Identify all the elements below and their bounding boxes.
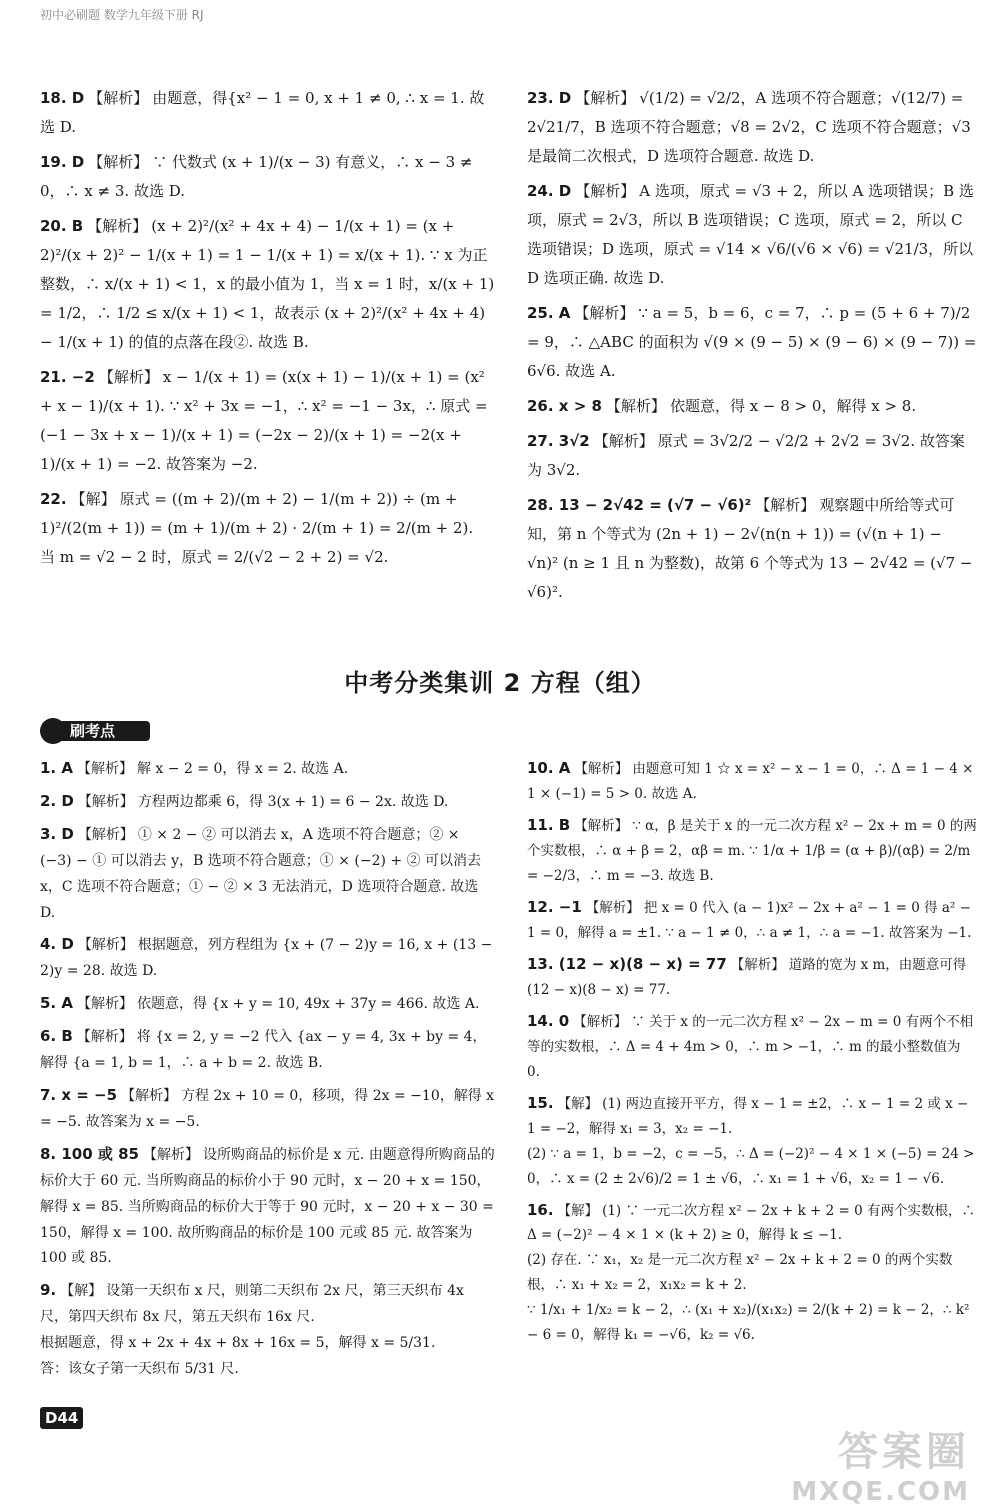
watermark-url: MXQE.COM	[791, 1477, 970, 1507]
item-body: 原式 = 3√2/2 − √2/2 + 2√2 = 3√2. 故答案为 3√2.	[527, 432, 965, 479]
item-body: 观察题中所给等式可知，第 n 个等式为 (2n + 1) − 2√(n(n + 1)) = (√(n + 1) − √n)² (n ≥ 1 且 n 为整数)，故第 6 个等式为 13 − 2√42 = (√7 − √6)².	[527, 496, 978, 601]
solution-item	[40, 756, 495, 783]
item-number: 1. A	[40, 759, 73, 777]
solution-item	[527, 177, 977, 293]
item-body: 道路的宽为 x m，由题意可得 (12 − x)(8 − x) = 77.	[527, 956, 971, 998]
item-body: 设所购商品的标价是 x 元. 由题意得所购商品的标价大于 60 元. 当所购商品的标价小于 90 元时，x − 20 + x = 150，解得 x = 85. 当所购商品的标价大于等于 90 元时，x − 20 + x − 30 = 150，解得 x = 100. 故所购商品的标价是 100 元或 85 元. 故答案为 100 或 85.	[40, 1146, 499, 1267]
item-body: ∵ α，β 是关于 x 的一元二次方程 x² − 2x + m = 0 的两个实数根，∴ α + β = 2，αβ = m. ∵ 1/α + 1/β = (α + β)/(αβ) = 2/m = −2/3，∴ m = −3. 故选 B.	[527, 817, 977, 884]
solution-item	[40, 1142, 499, 1273]
item-tag: 【解析】	[77, 826, 134, 843]
badge-label: 刷考点	[70, 722, 116, 740]
solution-item	[40, 932, 495, 985]
item-body: 把 x = 0 代入 (a − 1)x² − 2x + a² − 1 = 0 得 a² − 1 = 0，解得 a = ±1. ∵ a − 1 ≠ 0，∴ a ≠ 1，∴ a = −1. 故答案为 −1.	[527, 899, 976, 941]
item-body: 由题意，得{x² − 1 = 0, x + 1 ≠ 0, ∴ x = 1. 故选 D.	[40, 89, 485, 136]
item-body: 依题意，得 x − 8 > 0，解得 x > 8.	[669, 397, 917, 415]
item-body: 方程两边都乘 6，得 3(x + 1) = 6 − 2x. 故选 D.	[137, 793, 449, 810]
section-title: 中考分类集训 2 方程（组）	[344, 669, 656, 697]
item-tag: 【解析】	[77, 937, 134, 954]
item-number: 26. x > 8	[527, 397, 602, 415]
solution-item	[40, 84, 495, 142]
upper-right-column	[527, 84, 982, 613]
item-number: 8. 100 或 85	[40, 1144, 139, 1163]
item-tag: 【解析】	[585, 899, 640, 916]
lower-right-column	[527, 756, 977, 1354]
item-tag: 【解】	[60, 1283, 103, 1300]
item-tag: 【解】	[70, 490, 116, 508]
solution-item	[40, 212, 500, 357]
running-header: 初中必刷题 数学九年级下册 RJ	[40, 8, 204, 22]
solution-item	[527, 1091, 977, 1192]
item-body: (1) ∵ 一元二次方程 x² − 2x + k + 2 = 0 有两个实数根，∴ Δ = (−2)² − 4 × 1 × (k + 2) ≥ 0，解得 k ≤ −1. (2) 存在. ∵ x₁，x₂ 是一元二次方程 x² − 2x + k + 2 = 0 的两个实数根，∴ x₁ + x₂ = 2，x₁x₂ = k + 2. ∵ 1/x₁ + 1/x₂ = k − 2，∴ (x₁ + x₂)/(x₁x₂) = 2/(k + 2) = k − 2，∴ k² − 6 = 0，解得 k₁ = −√6，k₂ = √6.	[527, 1202, 976, 1344]
item-number: 27. 3√2	[527, 432, 590, 450]
item-body: 由题意可知 1 ☆ x = x² − x − 1 = 0，∴ Δ = 1 − 4 × 1 × (−1) = 5 > 0. 故选 A.	[527, 761, 978, 802]
item-body: 原式 = ((m + 2)/(m + 2) − 1/(m + 2)) ÷ (m + 1)²/(2(m + 1)) = (m + 1)/(m + 2) · 2/(m + 1) = 2/(m + 2). 当 m = √2 − 2 时，原式 = 2/(√2 − 2 + 2) = √2.	[40, 490, 474, 566]
solution-item	[40, 148, 495, 206]
solution-item	[527, 84, 977, 171]
solution-item	[40, 1024, 495, 1077]
item-number: 12. −1	[527, 897, 582, 916]
solution-item	[527, 952, 977, 1003]
item-body: (1) 两边直接开平方，得 x − 1 = ±2，∴ x − 1 = 2 或 x − 1 = −2，解得 x₁ = 3，x₂ = −1. (2) ∵ a = 1，b = −2，c = −5，∴ Δ = (−2)² − 4 × 1 × (−5) = 24 > 0，∴ x = (2 ± 2√6)/2 = 1 ± √6，∴ x₁ = 1 + √6，x₂ = 1 − √6.	[527, 1095, 975, 1187]
item-tag: 【解】	[557, 1202, 599, 1219]
item-number: 7. x = −5	[40, 1085, 118, 1104]
item-tag: 【解】	[557, 1095, 599, 1112]
upper-left-column	[40, 84, 500, 578]
item-body: (x + 2)²/(x² + 4x + 4) − 1/(x + 1) = (x + 2)²/(x + 2)² − 1/(x + 1) = 1 − 1/(x + 1) = x/(x + 1). ∵ x 为正整数，∴ x/(x + 1) < 1，x 的最小值为 1，当 x = 1 时，x/(x + 1) = 1/2，∴ 1/2 ≤ x/(x + 1) < 1，故表示 (x + 2)²/(x² + 4x + 4) − 1/(x + 1) 的值的点落在段②. 故选 B.	[40, 217, 500, 351]
item-number: 9.	[40, 1281, 57, 1300]
item-number: 15.	[527, 1093, 554, 1112]
section-badge	[40, 718, 152, 744]
item-body: 方程 2x + 10 = 0，移项，得 2x = −10，解得 x = −5. 故答案为 x = −5.	[40, 1087, 499, 1130]
solution-item	[527, 895, 977, 946]
item-tag: 【解析】	[575, 89, 636, 107]
item-tag: 【解析】	[755, 496, 816, 514]
item-body: 依题意，得 {x + y = 10, 49x + 37y = 466. 故选 A.	[136, 996, 480, 1013]
page-number: D44	[40, 1407, 83, 1429]
item-tag: 【解析】	[121, 1087, 178, 1104]
solution-item	[527, 1198, 977, 1349]
item-number: 5. A	[40, 994, 73, 1013]
item-tag: 【解析】	[574, 304, 635, 322]
item-body: 将 {x = 2, y = −2 代入 {ax − y = 4, 3x + by = 4，解得 {a = 1, b = 1，∴ a + b = 2. 故选 B.	[40, 1029, 487, 1072]
item-number: 6. B	[40, 1027, 73, 1046]
item-number: 16.	[527, 1200, 554, 1219]
item-body: 设第一天织布 x 尺，则第二天织布 2x 尺，第三天织布 4x 尺，第四天织布 8x 尺，第五天织布 16x 尺. 根据题意，得 x + 2x + 4x + 8x + 16x = 5，解得 x = 5/31. 答：该女子第一天织布 5/31 尺.	[40, 1283, 464, 1378]
item-number: 25. A	[527, 304, 571, 322]
item-number: 20. B	[40, 217, 84, 235]
item-body: ∵ a = 5，b = 6，c = 7，∴ p = (5 + 6 + 7)/2 = 9，∴ △ABC 的面积为 √(9 × (9 − 5) × (9 − 6) × (9 − 7)) = 6√6. 故选 A.	[527, 304, 982, 380]
item-number: 18. D	[40, 89, 85, 107]
item-number: 2. D	[40, 791, 74, 810]
item-tag: 【解析】	[76, 1029, 133, 1046]
solution-item	[527, 813, 977, 889]
item-number: 11. B	[527, 815, 571, 834]
item-tag: 【解析】	[143, 1146, 199, 1163]
item-number: 22.	[40, 490, 67, 508]
item-body: 根据题意，列方程组为 {x + (7 − 2)y = 16, x + (13 − 2)y = 28. 故选 D.	[40, 937, 497, 980]
item-body: x − 1/(x + 1) = (x(x + 1) − 1)/(x + 1) = (x² + x − 1)/(x + 1). ∵ x² + 3x = −1，∴ x² = −1 − 3x，∴ 原式 = (−1 − 3x + x − 1)/(x + 1) = (−2x − 2)/(x + 1) = −2(x + 1)/(x + 1) = −2. 故答案为 −2.	[40, 368, 493, 473]
item-body: A 选项，原式 = √3 + 2，所以 A 选项错误；B 选项，原式 = 2√3，所以 B 选项错误；C 选项，原式 = 2，所以 C 选项错误；D 选项，原式 = √14 × √6/(√6 × √6) = √21/3，所以 D 选项正确. 故选 D.	[527, 182, 978, 287]
item-number: 21. −2	[40, 368, 95, 386]
item-tag: 【解析】	[87, 217, 148, 235]
item-body: √(1/2) = √2/2，A 选项不符合题意；√(12/7) = 2√21/7，B 选项不符合题意；√8 = 2√2，C 选项不符合题意；√3 是最简二次根式，D 选项符合题意. 故选 D.	[527, 89, 976, 165]
item-tag: 【解析】	[605, 397, 666, 415]
item-tag: 【解析】	[574, 761, 629, 777]
solution-item	[527, 1009, 977, 1085]
solution-item	[40, 485, 495, 572]
solution-item	[527, 427, 977, 485]
item-tag: 【解析】	[98, 368, 159, 386]
solution-item	[527, 756, 977, 807]
item-tag: 【解析】	[88, 89, 149, 107]
item-tag: 【解析】	[574, 817, 629, 834]
item-tag: 【解析】	[88, 153, 149, 171]
solution-item	[527, 299, 982, 386]
solution-item	[40, 363, 495, 479]
item-number: 4. D	[40, 935, 74, 954]
solution-item	[40, 822, 495, 927]
item-tag: 【解析】	[573, 1013, 628, 1030]
item-number: 19. D	[40, 153, 85, 171]
item-body: ∵ 代数式 (x + 1)/(x − 3) 有意义，∴ x − 3 ≠ 0，∴ x ≠ 3. 故选 D.	[40, 153, 478, 200]
item-tag: 【解析】	[76, 761, 133, 777]
item-number: 28. 13 − 2√42 = (√7 − √6)²	[527, 496, 752, 514]
item-body: ∵ 关于 x 的一元二次方程 x² − 2x − m = 0 有两个不相等的实数根，∴ Δ = 4 + 4m > 0，∴ m > −1，∴ m 的最小整数值为 0.	[527, 1013, 974, 1080]
solution-item	[527, 491, 977, 607]
solution-item	[527, 392, 977, 421]
item-body: 解 x − 2 = 0，得 x = 2. 故选 A.	[136, 761, 349, 777]
item-tag: 【解析】	[76, 996, 133, 1013]
item-number: 10. A	[527, 759, 571, 777]
lower-left-column	[40, 756, 499, 1389]
pencil-icon	[40, 718, 66, 744]
solution-item	[40, 1083, 499, 1136]
item-tag: 【解析】	[593, 432, 654, 450]
solution-item	[40, 1278, 495, 1383]
item-tag: 【解析】	[730, 956, 785, 973]
item-number: 13. (12 − x)(8 − x) = 77	[527, 954, 727, 973]
solution-item	[40, 789, 495, 816]
item-number: 14. 0	[527, 1011, 570, 1030]
watermark-logo: 答案圈	[838, 1429, 970, 1475]
item-number: 3. D	[40, 824, 74, 843]
item-number: 24. D	[527, 182, 572, 200]
item-body: ① × 2 − ② 可以消去 x，A 选项不符合题意；② × (−3) − ① 可以消去 y，B 选项不符合题意；① × (−2) + ② 可以消去 x，C 选项不符合题意；① − ② × 3 无法消元，D 选项符合题意. 故选 D.	[40, 826, 486, 921]
item-number: 23. D	[527, 89, 572, 107]
item-tag: 【解析】	[77, 793, 134, 810]
solution-item	[40, 991, 495, 1018]
item-tag: 【解析】	[575, 182, 636, 200]
